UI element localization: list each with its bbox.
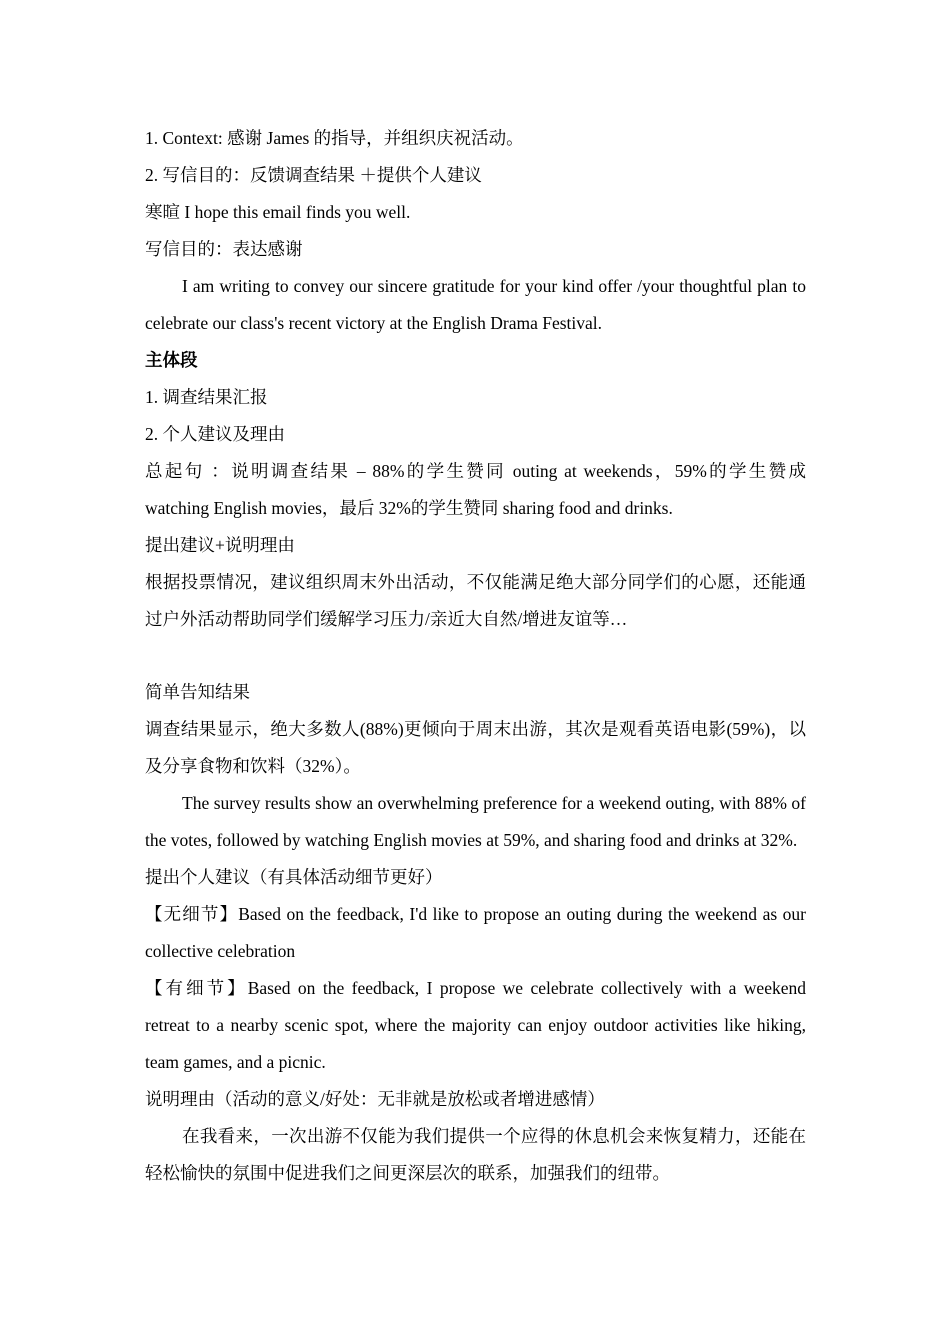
body-item-2: 2. 个人建议及理由 (145, 424, 285, 444)
summary-sentence: 总起句 ：说明调查结果 – 88%的学生赞同 outing at weekends，59%的学生赞成 watching English movies，最后 32%的学生赞同 sharing food and drinks. (145, 461, 806, 518)
suggestion-heading: 提出建议+说明理由 (145, 535, 295, 555)
purpose-outline-line: 2. 写信目的：反馈调查结果 ＋提供个人建议 (145, 165, 482, 185)
document-page (145, 120, 806, 1192)
purpose-heading: 写信目的：表达感谢 (145, 239, 303, 259)
reason-heading: 说明理由（活动的意义/好处：无非就是放松或者增进感情） (145, 1089, 605, 1109)
body-heading: 主体段 (145, 350, 198, 370)
greeting-line: 寒暄 I hope this email finds you well. (145, 202, 411, 222)
gratitude-paragraph: I am writing to convey our sincere gratitude for your kind offer /your thoughtful plan to celebrate our class's recent victory at the English Drama Festival. (145, 276, 806, 333)
proposal-no-detail: 【无细节】Based on the feedback, I'd like to propose an outing during the weekend as our collective celebration (145, 904, 806, 961)
results-english: The survey results show an overwhelming preference for a weekend outing, with 88% of the votes, followed by watching English movies at 59%, and sharing food and drinks at 32%. (145, 793, 806, 850)
suggestion-text: 根据投票情况，建议组织周末外出活动，不仅能满足绝大部分同学们的心愿，还能通过户外活动帮助同学们缓解学习压力/亲近大自然/增进友谊等… (145, 572, 806, 629)
reason-paragraph: 在我看来，一次出游不仅能为我们提供一个应得的休息机会来恢复精力，还能在轻松愉快的氛围中促进我们之间更深层次的联系，加强我们的纽带。 (145, 1126, 806, 1183)
results-chinese: 调查结果显示，绝大多数人(88%)更倾向于周末出游，其次是观看英语电影(59%)，以及分享食物和饮料（32%）。 (145, 719, 806, 776)
results-heading: 简单告知结果 (145, 682, 250, 702)
blank-line (145, 638, 806, 674)
proposal-with-detail: 【有细节】Based on the feedback, I propose we celebrate collectively with a weekend retreat to a nearby scenic spot, where the majority can enjoy outdoor activities like hiking, team games, and a picnic. (145, 978, 806, 1072)
body-item-1: 1. 调查结果汇报 (145, 387, 268, 407)
context-line: 1. Context: 感谢 James 的指导，并组织庆祝活动。 (145, 128, 524, 148)
proposal-heading: 提出个人建议（有具体活动细节更好） (145, 867, 443, 887)
